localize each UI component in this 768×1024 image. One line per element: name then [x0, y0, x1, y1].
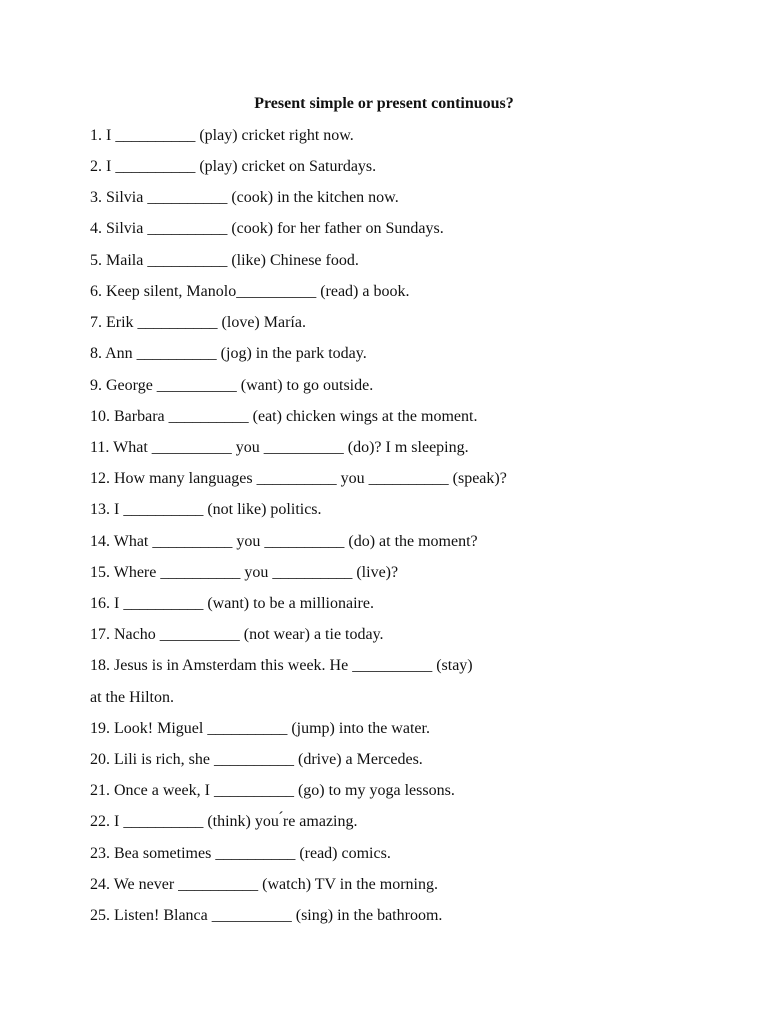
exercise-line-19: 19. Look! Miguel __________ (jump) into the water. [90, 720, 430, 737]
exercise-line-18: 18. Jesus is in Amsterdam this week. He __________ (stay) [90, 657, 473, 674]
exercise-line-4: 4. Silvia __________ (cook) for her father on Sundays. [90, 220, 444, 237]
exercise-line-5: 5. Maila __________ (like) Chinese food. [90, 252, 359, 269]
exercise-line-2: 2. I __________ (play) cricket on Saturdays. [90, 158, 377, 175]
worksheet-title: Present simple or present continuous? [254, 95, 514, 112]
exercise-line-24: 24. We never __________ (watch) TV in the morning. [90, 876, 438, 893]
exercise-line-18-continued: at the Hilton. [90, 689, 174, 706]
exercise-line-25: 25. Listen! Blanca __________ (sing) in the bathroom. [90, 907, 443, 924]
exercise-line-22: 22. I __________ (think) you ́re amazing. [90, 813, 358, 830]
exercise-line-6: 6. Keep silent, Manolo__________ (read) a book. [90, 283, 410, 300]
exercise-line-13: 13. I __________ (not like) politics. [90, 501, 322, 518]
exercise-line-1: 1. I __________ (play) cricket right now. [90, 127, 354, 144]
exercise-line-12: 12. How many languages __________ you __________ (speak)? [90, 470, 507, 487]
exercise-line-3: 3. Silvia __________ (cook) in the kitchen now. [90, 189, 399, 206]
exercise-line-21: 21. Once a week, I __________ (go) to my yoga lessons. [90, 782, 455, 799]
exercise-line-16: 16. I __________ (want) to be a millionaire. [90, 595, 374, 612]
exercise-line-23: 23. Bea sometimes __________ (read) comics. [90, 845, 391, 862]
exercise-line-20: 20. Lili is rich, she __________ (drive) a Mercedes. [90, 751, 423, 768]
exercise-line-11: 11. What __________ you __________ (do)? I m sleeping. [90, 439, 469, 456]
exercise-line-10: 10. Barbara __________ (eat) chicken wings at the moment. [90, 408, 478, 425]
exercise-line-9: 9. George __________ (want) to go outside. [90, 377, 374, 394]
exercise-line-15: 15. Where __________ you __________ (live)? [90, 564, 399, 581]
exercise-line-14: 14. What __________ you __________ (do) at the moment? [90, 533, 478, 550]
exercise-line-17: 17. Nacho __________ (not wear) a tie today. [90, 626, 384, 643]
exercise-line-7: 7. Erik __________ (love) María. [90, 314, 306, 331]
exercise-line-8: 8. Ann __________ (jog) in the park today. [90, 345, 367, 362]
